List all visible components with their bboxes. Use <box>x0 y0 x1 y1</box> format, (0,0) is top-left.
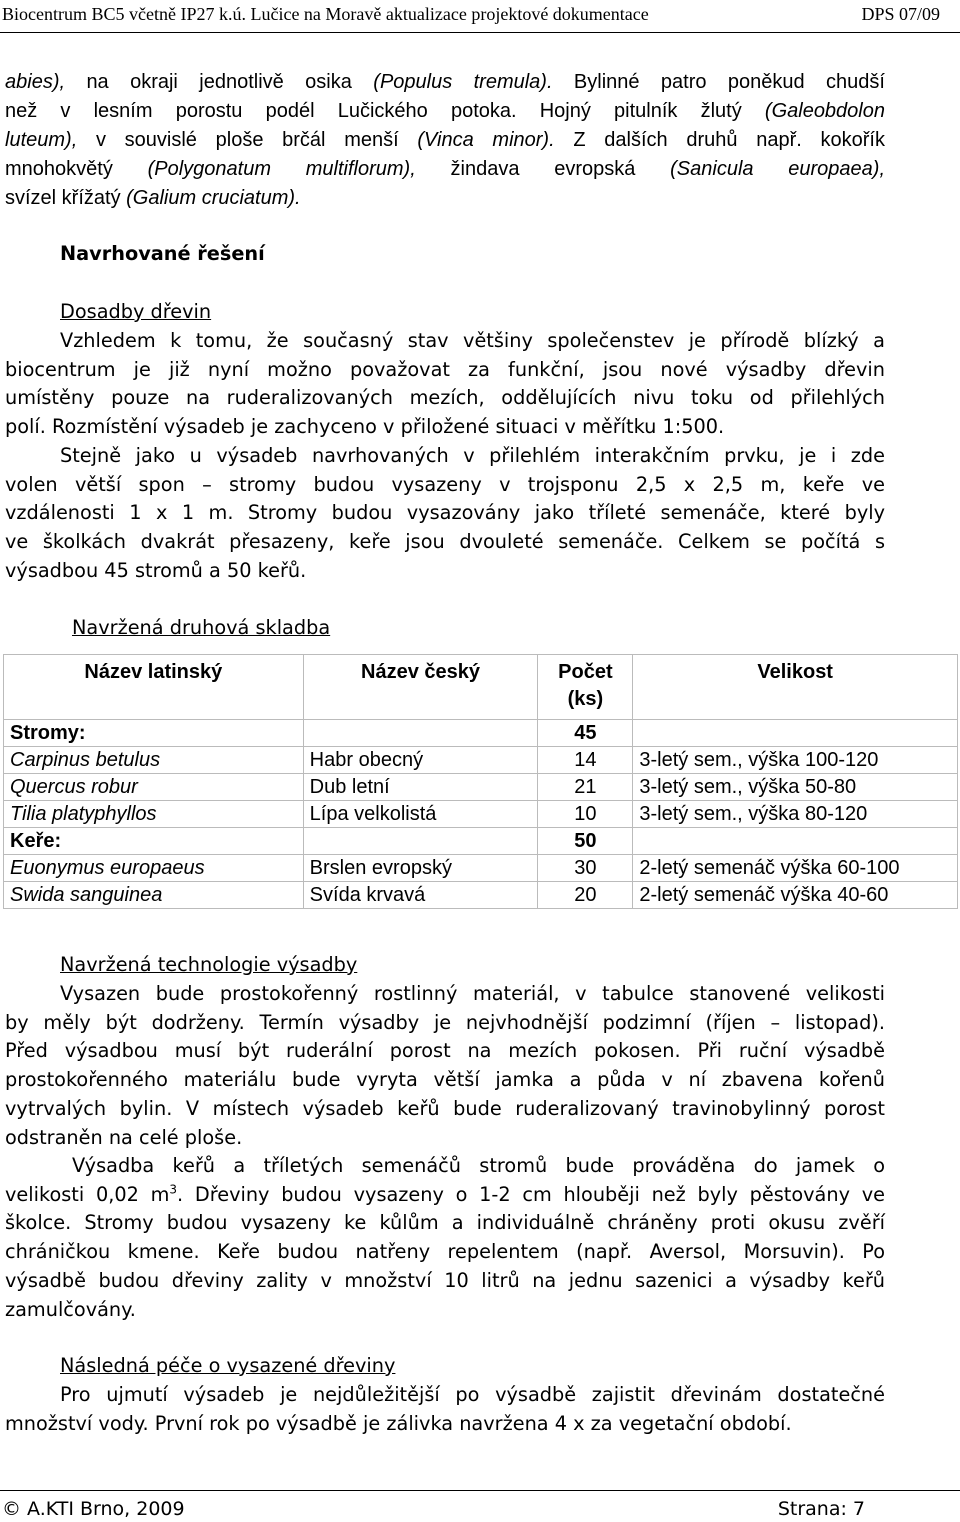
technologie-paragraph-1 <box>5 980 885 1152</box>
size-cell: 3-letý sem., výška 100-120 <box>633 747 958 774</box>
intro-text: (Galeobdolon <box>764 100 885 122</box>
page-header <box>0 0 960 36</box>
intro-text: abies), <box>5 71 87 93</box>
intro-text: (Sanicula europaea), <box>670 158 885 180</box>
intro-text: v souvislé ploše brčál menší <box>77 129 418 151</box>
text-line: umístěny pouze na ruderalizovaných mezích, oddělujících nivu toku od přilehlých <box>5 386 885 410</box>
size-cell: 3-letý sem., výška 50-80 <box>633 774 958 801</box>
dosadby-paragraph-2 <box>5 442 885 586</box>
czech-name-cell: Lípa velkolistá <box>303 801 538 828</box>
section-title: Navrhované řešení <box>60 242 265 265</box>
count-cell: 21 <box>538 774 633 801</box>
text-line: vzdálenosti 1 x 1 m. Stromy budou vysazovány jako tříleté semenáče, které byly <box>5 501 885 525</box>
table-group-row <box>4 828 958 855</box>
text-line: školce. Stromy budou vysazeny ke kůlům a individuálně chráněny proti okusu zvěří <box>5 1211 885 1235</box>
intro-paragraph <box>5 68 885 213</box>
latin-name-cell: Euonymus europaeus <box>4 855 304 882</box>
text-line: prostokořenného materiálu bude vyryta větší jamka a půda v ní zbavena kořenů <box>5 1068 885 1092</box>
intro-line <box>5 68 885 97</box>
count-cell: 14 <box>538 747 633 774</box>
text-line: množství vody. První rok po výsadbě je zálivka navržena 4 x za vegetační období. <box>5 1411 792 1435</box>
header-document-title: Biocentrum BC5 včetně IP27 k.ú. Lučice na Moravě aktualizace projektové dokumentace <box>2 4 649 24</box>
column-header: Název latinský <box>4 655 304 720</box>
text-line: výsadbě budou dřeviny zality v množství 10 litrů na jednu sazenici a výsadby keřů <box>5 1268 885 1292</box>
species-table <box>3 654 958 909</box>
size-cell: 2-letý semenáč výška 60-100 <box>633 855 958 882</box>
group-label: Keře: <box>4 828 304 855</box>
text-span: . Dřeviny budou vysazeny o 1-2 cm hlouběji než byly pěstovány ve <box>177 1182 885 1206</box>
intro-text: na okraji jednotlivě osika <box>86 71 374 93</box>
table-row <box>4 882 958 909</box>
latin-name-cell: Tilia platyphyllos <box>4 801 304 828</box>
intro-text: luteum), <box>5 129 78 151</box>
intro-line <box>5 155 885 184</box>
group-total: 45 <box>538 720 633 747</box>
text-line: zamulčovány. <box>5 1297 136 1321</box>
latin-name-cell: Carpinus betulus <box>4 747 304 774</box>
latin-name-cell: Swida sanguinea <box>4 882 304 909</box>
text-line: ve školkách dvakrát přesazeny, keře jsou dvouleté semenáče. Celkem se počítá s <box>5 530 885 554</box>
size-cell: 2-letý semenáč výška 40-60 <box>633 882 958 909</box>
intro-text: svízel křížatý <box>5 187 127 209</box>
intro-text: (Vinca minor). <box>417 129 555 151</box>
technologie-paragraph-2 <box>5 1152 885 1324</box>
empty-cell <box>633 720 958 747</box>
table-row <box>4 774 958 801</box>
pece-heading: Následná péče o vysazené dřeviny <box>60 1354 396 1377</box>
text-line <box>5 1181 885 1210</box>
pece-paragraph <box>5 1381 885 1438</box>
dosadby-heading: Dosadby dřevin <box>60 300 212 323</box>
text-line: Vzhledem k tomu, že současný stav většiny společenstev je přírodě blízký a <box>60 329 885 352</box>
table-row <box>4 801 958 828</box>
text-line: by měly být dodrženy. Termín výsadby je nejvhodnější podzimní (říjen – listopad). <box>5 1010 885 1034</box>
skladba-heading: Navržená druhová skladba <box>72 616 331 639</box>
text-line: Stejně jako u výsadeb navrhovaných v přilehlém interakčním prvku, je i zde <box>60 444 885 467</box>
group-label: Stromy: <box>4 720 304 747</box>
table-header-row <box>4 655 958 720</box>
intro-text: mnohokvětý <box>5 158 148 180</box>
column-header: Velikost <box>633 655 958 720</box>
czech-name-cell: Brslen evropský <box>303 855 538 882</box>
text-line: Vysazen bude prostokořenný rostlinný materiál, v tabulce stanovené velikosti <box>60 982 885 1005</box>
czech-name-cell: Dub letní <box>303 774 538 801</box>
table-row <box>4 855 958 882</box>
text-line: odstraněn na celé ploše. <box>5 1125 243 1149</box>
superscript: 3 <box>169 1182 178 1197</box>
footer-rule <box>0 1490 960 1491</box>
footer-page-number: Strana: 7 <box>777 1498 865 1520</box>
intro-text: Bylinné patro poněkud chudší <box>552 71 885 93</box>
czech-name-cell: Habr obecný <box>303 747 538 774</box>
empty-cell <box>633 828 958 855</box>
text-line: polí. Rozmístění výsadeb je zachyceno v přiložené situaci v měřítku 1:500. <box>5 415 725 439</box>
count-cell: 10 <box>538 801 633 828</box>
text-line: výsadbou 45 stromů a 50 keřů. <box>5 558 307 582</box>
text-line: Výsadba keřů a tříletých semenáčů stromů bude prováděna do jamek o <box>72 1154 885 1177</box>
table-group-row <box>4 720 958 747</box>
intro-text: Z dalších druhů např. kokořík <box>554 129 885 151</box>
header-document-code: DPS 07/09 <box>861 4 940 24</box>
text-line: chráničkou kmene. Keře budou natřeny repelentem (např. Aversol, Morsuvin). Po <box>5 1240 885 1264</box>
table-row <box>4 747 958 774</box>
intro-text: žindava evropská <box>415 158 671 180</box>
count-cell: 20 <box>538 882 633 909</box>
empty-cell <box>303 720 538 747</box>
text-line: biocentrum je již nyní možno považovat za funkční, jsou nové výsadby dřevin <box>5 357 885 381</box>
text-line: volen větší spon – stromy budou vysazeny v trojsponu 2,5 x 2,5 m, keře ve <box>5 472 885 496</box>
intro-text: než v lesním porostu podél Lučického potoka. Hojný pitulník žlutý <box>5 100 765 122</box>
dosadby-paragraph-1 <box>5 327 885 442</box>
intro-line <box>5 126 885 155</box>
group-total: 50 <box>538 828 633 855</box>
text-line: vytrvalých bylin. V místech výsadeb keřů bude ruderalizovaný travinobylinný porost <box>5 1096 885 1120</box>
text-line: Pro ujmutí výsadeb je nejdůležitější po výsadbě zajistit dřevinám dostatečné <box>60 1383 885 1406</box>
czech-name-cell: Svída krvavá <box>303 882 538 909</box>
empty-cell <box>303 828 538 855</box>
text-span: velikosti 0,02 m <box>5 1182 170 1206</box>
column-header: Název český <box>303 655 538 720</box>
intro-line <box>5 97 885 126</box>
text-line: Před výsadbou musí být ruderální porost na mezích pokosen. Při ruční výsadbě <box>5 1039 885 1063</box>
intro-text: (Populus tremula). <box>373 71 553 93</box>
intro-line <box>5 184 885 213</box>
latin-name-cell: Quercus robur <box>4 774 304 801</box>
intro-text: (Polygonatum multiflorum), <box>147 158 416 180</box>
column-header: Počet (ks) <box>538 655 633 720</box>
footer-copyright: © A.KTI Brno, 2009 <box>2 1498 185 1520</box>
count-cell: 30 <box>538 855 633 882</box>
technologie-heading: Navržená technologie výsadby <box>60 953 358 976</box>
size-cell: 3-letý sem., výška 80-120 <box>633 801 958 828</box>
header-rule <box>0 32 960 33</box>
intro-text: (Galium cruciatum). <box>126 187 301 209</box>
